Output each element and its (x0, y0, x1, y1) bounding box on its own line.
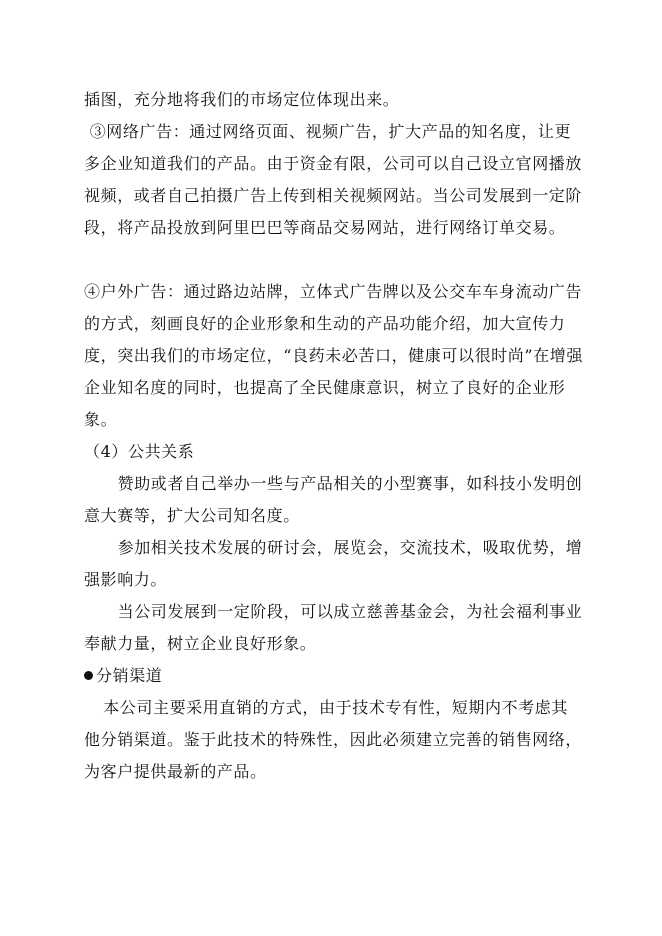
heading-public-relations: （4）公共关系 (84, 442, 195, 461)
paragraph-outdoor-ads: ④户外广告：通过路边站牌，立体式广告牌以及公交车车身流动广告的方式，刻画良好的企业形象和生动的产品功能介绍，加大宣传力度，突出我们的市场定位，“良药未必苦口，健康可以很时尚”在增强企业知名度的同时，也提高了全民健康意识，树立了良好的企业形象。 (84, 282, 583, 429)
bullet-icon (84, 671, 93, 680)
paragraph-seminars: 参加相关技术发展的研讨会，展览会，交流技术，吸取优势，增强影响力。 (84, 538, 583, 589)
paragraph-sponsorship: 赞助或者自己举办一些与产品相关的小型赛事，如科技小发明创意大赛等，扩大公司知名度。 (84, 474, 583, 525)
heading-distribution-label: 分销渠道 (96, 666, 163, 685)
paragraph-intro: 插图，充分地将我们的市场定位体现出来。 (84, 90, 400, 109)
paragraph-online-ads: ③网络广告：通过网络页面、视频广告，扩大产品的知名度，让更多企业知道我们的产品。由于资金有限，公司可以自己设立官网播放视频，或者自己拍摄广告上传到相关视频网站。当公司发展到一定阶段，将产品投放到阿里巴巴等商品交易网站，进行网络订单交易。 (84, 122, 583, 237)
paragraph-direct-sales: 本公司主要采用直销的方式，由于技术专有性，短期内不考虑其他分销渠道。鉴于此技术的特殊性，因此必须建立完善的销售网络，为客户提供最新的产品。 (84, 698, 583, 781)
heading-distribution-channels (84, 660, 584, 692)
paragraph-charity: 当公司发展到一定阶段，可以成立慈善基金会，为社会福利事业奉献力量，树立企业良好形象。 (84, 602, 583, 653)
